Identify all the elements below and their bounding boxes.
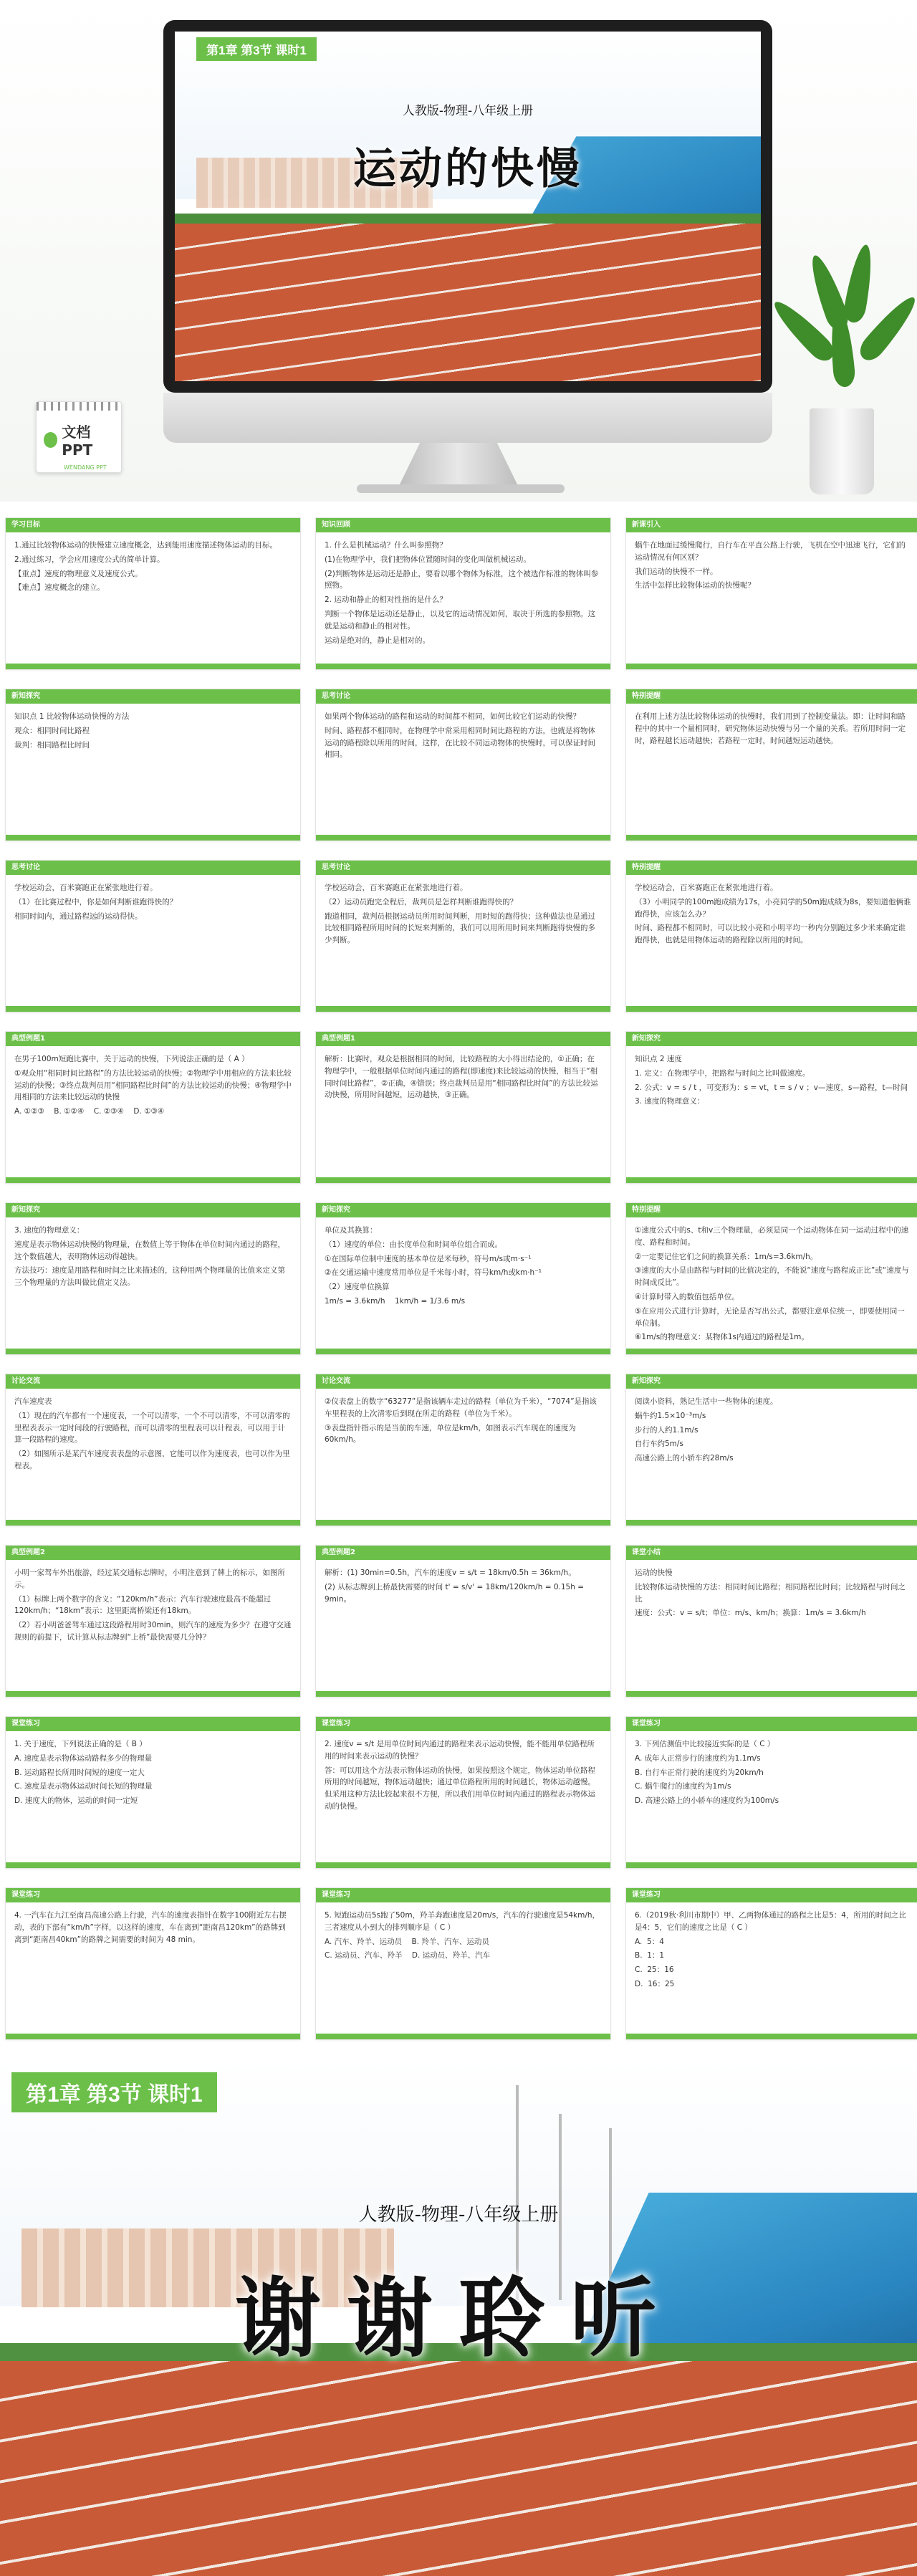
- slide-body: [316, 1902, 610, 1984]
- slide-footer-bar: [6, 835, 300, 841]
- slide-card: [5, 1716, 301, 1869]
- slide-body: [316, 1046, 610, 1124]
- slide-card: [5, 1374, 301, 1526]
- slide-header: 讨论交流: [6, 1374, 300, 1389]
- slide-footer-bar: [626, 1006, 917, 1012]
- monitor-chin: [163, 393, 772, 443]
- slide-text: 自行车约5m/s: [635, 1440, 683, 1449]
- slide-body: [626, 532, 917, 614]
- textbook-subtitle: 人教版-物理-八年级上册: [402, 104, 534, 118]
- slide-footer-bar: [6, 1006, 300, 1012]
- slide-text: 1. 关于速度，下列说法正确的是（ B ）: [14, 1740, 147, 1748]
- slide-card: [625, 1031, 917, 1184]
- slide-header: 课堂练习: [626, 1888, 917, 1902]
- leaf-logo-icon: [44, 432, 57, 448]
- slide-card: [625, 1545, 917, 1698]
- slide-card: [315, 1887, 611, 2040]
- slide-text: （2）运动员跑完全程后，裁判员是怎样判断谁跑得快的？: [325, 897, 518, 906]
- slide-text: 3. 下列估测值中比较接近实际的是（ C ）: [635, 1740, 775, 1748]
- slide-header: 特别提醒: [626, 689, 917, 704]
- slide-text: 知识点 1 比较物体运动快慢的方法: [14, 712, 130, 721]
- chapter-badge: 第1章 第3节 课时1: [11, 2072, 217, 2112]
- slide-body: [316, 1217, 610, 1330]
- slide-footer-bar: [316, 1006, 610, 1012]
- slide-footer-bar: [626, 2034, 917, 2039]
- slide-text: 相同时间内，通过路程远的运动得快。: [14, 911, 143, 921]
- slide-header: 思考讨论: [316, 861, 610, 875]
- slide-text: C. 运动员、汽车、羚羊 D. 运动员、羚羊、汽车: [325, 1951, 491, 1960]
- slide-body: [6, 532, 300, 616]
- slide-body: [6, 875, 300, 944]
- running-track-image: [175, 224, 761, 381]
- slide-text: 速度：公式：v = s/t；单位：m/s、km/h；换算：1m/s = 3.6km/h: [635, 1609, 866, 1618]
- slide-text: （3）小明同学的100m跑成绩为17s，小亮同学的50m跑成绩为8s，要知道他俩谁跑得快，应该怎么办？: [635, 897, 911, 919]
- slide-text: （1）标牌上两个数字的含义：“120km/h”表示：汽车行驶速度最高不能超过120km/h；“18km”表示：这里距离桥梁还有18km。: [14, 1594, 272, 1616]
- slide-footer-bar: [6, 1862, 300, 1868]
- slide-text: 解析：(1) 30min=0.5h，汽车的速度v = s/t = 18km/0.5h = 36km/h。: [325, 1569, 576, 1577]
- slide-header: 典型例题2: [316, 1546, 610, 1560]
- slide-body: [6, 1731, 300, 1829]
- slide-text: 6.（2019秋·利川市期中）甲、乙两物体通过的路程之比是5：4，所用的时间之比是4：5，它们的速度之比是（ C ）: [635, 1911, 906, 1932]
- slide-text: 蜗牛约1.5×10⁻³m/s: [635, 1411, 706, 1420]
- slide-body: [626, 1560, 917, 1642]
- slide-text: 2. 公式：v = s / t ，可变形为：s = vt，t = s / v ；v—速度，s—路程，t—时间: [635, 1083, 908, 1092]
- slide-text: 比较物体运动快慢的方法：相同时间比路程；相同路程比时间；比较路程与时间之比: [635, 1582, 906, 1604]
- slide-text: 1.通过比较物体运动的快慢建立速度概念，达到能用速度描述物体运动的目标。: [14, 541, 278, 550]
- potted-plant: [788, 236, 896, 494]
- slide-text: 判断一个物体是运动还是静止，以及它的运动情况如何，取决于所选的参照物。这就是运动和静止的相对性。: [325, 609, 595, 631]
- slide-card: [315, 517, 611, 670]
- chapter-badge: 第1章 第3节 课时1: [196, 37, 317, 61]
- slide-footer-bar: [626, 1349, 917, 1354]
- slide-body: [6, 1560, 300, 1666]
- slide-text: 如果两个物体运动的路程和运动的时间都不相同，如何比较它们运动的快慢？: [325, 712, 580, 721]
- slide-text: A. 汽车、羚羊、运动员 B. 羚羊、汽车、运动员: [325, 1937, 489, 1946]
- slide-footer-bar: [316, 1691, 610, 1697]
- slide-text: 1. 什么是机械运动？什么叫参照物？: [325, 541, 447, 550]
- slide-card: [5, 689, 301, 841]
- slide-text: ⑥1m/s的物理意义：某物体1s内通过的路程是1m。: [635, 1333, 809, 1342]
- slide-card: [315, 1716, 611, 1869]
- slide-text: B. 1：1: [635, 1951, 665, 1960]
- slide-body: [6, 1217, 300, 1311]
- slide-text: (1)在物理学中，我们把物体位置随时间的变化叫做机械运动。: [325, 555, 531, 564]
- slide-text: 5. 短跑运动员5s跑了50m，羚羊奔跑速度是20m/s，汽车的行驶速度是54km/h，三者速度从小到大的排列顺序是（ C ）: [325, 1911, 600, 1932]
- slide-text: (2) 从标志牌到上桥最快需要的时间 t' = s/v' = 18km/120km/h = 0.15h = 9min。: [325, 1582, 587, 1604]
- slide-card: [625, 1716, 917, 1869]
- slide-footer-bar: [626, 664, 917, 669]
- plant-pot: [810, 408, 874, 494]
- slide-body: [316, 1560, 610, 1627]
- slide-grid: [0, 517, 917, 2040]
- thanks-title: 谢谢聆听: [235, 2269, 682, 2369]
- slide-text: 阅读小资料，熟记生活中一些物体的速度。: [635, 1397, 778, 1406]
- slide-text: D. 速度大的物体，运动的时间一定短: [14, 1796, 138, 1806]
- slide-text: 1. 定义：在物理学中，把路程与时间之比叫做速度。: [635, 1068, 810, 1078]
- slide-text: D. 16：25: [635, 1979, 675, 1988]
- slide-text: 4. 一汽车在九江至南昌高速公路上行驶，汽车的速度表指针在数字100附近左右摆动，表的下部有“km/h”字样，以这样的速度，车在离到“距南昌120km”的路牌到离到“距南昌40km”的路牌之间需要的时间为 48 min。: [14, 1911, 287, 1944]
- monitor-stand: [398, 443, 519, 487]
- slide-text: ③速度的大小是由路程与时间的比值决定的，不能说“速度与路程成正比”或“速度与时间成反比”。: [635, 1266, 909, 1288]
- slide-text: B. 自行车正常行驶的速度约为20km/h: [635, 1768, 764, 1777]
- slide-text: （2）若小明爸爸驾车通过这段路程用时30min，则汽车的速度为多少？在遵守交通规则的前提下，试计算从标志牌到“上桥”最快需要几分钟？: [14, 1621, 292, 1642]
- slide-text: 观众：相同时间比路程: [14, 726, 90, 735]
- slide-footer-bar: [316, 1177, 610, 1183]
- title-slide: [0, 0, 917, 502]
- slide-card: [315, 860, 611, 1012]
- slide-footer-bar: [626, 1177, 917, 1183]
- slide-text: （1）在比赛过程中，你是如何判断谁跑得快的？: [14, 897, 178, 906]
- textbook-subtitle: 人教版-物理-八年级上册: [358, 2204, 559, 2226]
- slide-card: [625, 1202, 917, 1355]
- slide-text: ③表盘指针指示的是当前的车速，单位是km/h，如图表示汽车现在的速度为60km/h。: [325, 1423, 576, 1445]
- slide-footer-bar: [316, 1349, 610, 1354]
- slide-footer-bar: [316, 664, 610, 669]
- slide-text: 步行的人约1.1m/s: [635, 1425, 698, 1435]
- slide-text: 速度是表示物体运动快慢的物理量，在数值上等于物体在单位时间内通过的路程，这个数值越大，表明物体运动得越快。: [14, 1240, 285, 1261]
- slide-text: A. 速度是表示物体运动路程多少的物理量: [14, 1753, 153, 1763]
- slide-text: B. 运动路程长所用时间短的速度一定大: [14, 1768, 145, 1777]
- slide-text: ②仪表盘上的数字“63277”是指该辆车走过的路程（单位为千米），“7074”是指该车里程表的上次清零后到现在所走的路程（单位为千米）。: [325, 1397, 597, 1418]
- ending-slide: [0, 2057, 917, 2576]
- lesson-title: 运动的快慢: [353, 144, 582, 194]
- slide-header: 新知探究: [6, 689, 300, 704]
- slide-header: 新知探究: [6, 1203, 300, 1217]
- slide-text: 运动是绝对的，静止是相对的。: [325, 636, 430, 645]
- slide-text: 2. 运动和静止的相对性指的是什么？: [325, 595, 447, 605]
- slide-text: 3. 速度的物理意义：: [14, 1226, 85, 1235]
- slide-card: [5, 860, 301, 1012]
- slide-text: D. 高速公路上的小轿车的速度约为100m/s: [635, 1796, 779, 1806]
- slide-footer-bar: [6, 1349, 300, 1354]
- slide-body: [626, 1217, 917, 1355]
- slide-header: 课堂小结: [626, 1546, 917, 1560]
- brand-logo: [37, 411, 121, 459]
- brand-name: 文档PPT: [62, 423, 93, 459]
- slide-text: 跑道相同，裁判员根据运动员所用时间判断，用时短的跑得快；这种做法也是通过比较相同路程所用时间的长短来判断的，我们可以用所用时间来判断跑得快慢的多少判断。: [325, 911, 595, 945]
- slide-text: 小明一家驾车外出旅游，经过某交通标志牌时，小明注意到了牌上的标示，如图所示。: [14, 1569, 285, 1589]
- slide-body: [316, 1389, 610, 1468]
- slide-text: （2）如图所示是某汽车速度表表盘的示意图，它能可以作为速度表，也可以作为里程表。: [14, 1450, 290, 1470]
- slide-header: 思考讨论: [6, 861, 300, 875]
- slide-footer-bar: [6, 1691, 300, 1697]
- running-track-image: [0, 2361, 917, 2576]
- slide-body: [626, 1046, 917, 1130]
- slide-header: 新知探究: [316, 1203, 610, 1217]
- slide-header: 学习目标: [6, 518, 300, 532]
- slide-text: 时间、路程都不相同时，可以比较小亮和小明平均一秒内分别跑过多少米来确定谁跑得快，也就是用物体运动的路程除以所用的时间。: [635, 924, 906, 945]
- monitor: [163, 20, 772, 393]
- slide-footer-bar: [6, 1520, 300, 1526]
- slide-text: ①观众用“相同时间比路程”的方法比较运动的快慢；②物理学中用相应的方法来比较运动的快慢；③终点裁判员用“相同路程比时间”的方法比较运动的快慢；④物理学中用相同的方法来比较运动的快慢: [14, 1068, 292, 1102]
- slide-header: 课堂练习: [316, 1888, 610, 1902]
- slide-card: [315, 1374, 611, 1526]
- slide-text: ④计算时带入的数值包括单位。: [635, 1292, 739, 1301]
- slide-card: [625, 1887, 917, 2040]
- slide-card: [5, 1545, 301, 1698]
- slide-footer-bar: [6, 1177, 300, 1183]
- slide-card: [5, 517, 301, 670]
- slide-footer-bar: [316, 835, 610, 841]
- slide-text: 学校运动会，百米赛跑正在紧张地进行着。: [325, 884, 468, 892]
- slide-text: 生活中怎样比较物体运动的快慢呢？: [635, 581, 755, 590]
- slide-text: （2）速度单位换算: [325, 1283, 390, 1292]
- slide-text: （1）速度的单位：由长度单位和时间单位组合而成。: [325, 1240, 503, 1249]
- slide-text: C. 速度是表示物体运动时间长短的物理量: [14, 1782, 153, 1791]
- slide-header: 知识回顾: [316, 518, 610, 532]
- slide-card: [625, 1374, 917, 1526]
- slide-text: 【难点】速度概念的建立。: [14, 583, 105, 593]
- slide-card: [625, 689, 917, 841]
- calendar-rings: [37, 402, 121, 411]
- brand-tag: WENDANG PPT: [64, 464, 107, 471]
- slide-card: [5, 1031, 301, 1184]
- slide-text: 蜗牛在地面过缓慢爬行，自行车在平直公路上行驶，飞机在空中迅速飞行，它们的运动情况有何区别？: [635, 541, 906, 562]
- slide-card: [5, 1202, 301, 1355]
- slide-footer-bar: [6, 2034, 300, 2039]
- slide-header: 新课引入: [626, 518, 917, 532]
- slide-footer-bar: [316, 1862, 610, 1868]
- slide-header: 特别提醒: [626, 861, 917, 875]
- slide-body: [626, 875, 917, 969]
- slide-text: （1）现在的汽车都有一个速度表，一个可以清零，一个不可以清零，不可以清零的里程表表示一定时间段的行驶路程，而可以清零的里程表可以计程表，可以用于计算一段路程的速度。: [14, 1411, 290, 1445]
- slide-body: [626, 1731, 917, 1829]
- slide-card: [315, 689, 611, 841]
- slide-footer-bar: [316, 1520, 610, 1526]
- slide-text: 2.通过练习，学会应用速度公式的简单计算。: [14, 555, 165, 564]
- slide-text: 裁判：相同路程比时间: [14, 740, 90, 750]
- slide-header: 讨论交流: [316, 1374, 610, 1389]
- slide-text: 答：可以用这个方法表示物体运动的快慢，如果按照这个规定，物体运动单位路程所用的时间越短，物体运动越快；通过单位路程所用的时间越长，物体运动越慢。但采用这种方法比较起来很不方便，所以我们用单位时间内通过的路程表示物体运动的快慢。: [325, 1766, 595, 1811]
- slide-body: [626, 1902, 917, 2013]
- slide-text: 运动的快慢: [635, 1569, 673, 1577]
- slide-header: 典型例题1: [6, 1032, 300, 1046]
- slide-text: 解析：比赛时，观众是根据相同的时间，比较路程的大小得出结论的，①正确；在物理学中，一般根据单位时间内通过的路程(即速度)来比较运动的快慢，相当于“相同时间比路程”，②正确，④错误；终点裁判员是用“相同路程比时间”的方法比较运动快慢，所用时间越短，运动越快，③正确。: [325, 1055, 598, 1100]
- slide-screen: [175, 32, 761, 381]
- slide-card: [315, 1545, 611, 1698]
- slide-text: 汽车速度表: [14, 1397, 52, 1406]
- slide-header: 典型例题1: [316, 1032, 610, 1046]
- slide-text: ①速度公式中的s、t和v三个物理量，必须是同一个运动物体在同一运动过程中的速度、路程和时间。: [635, 1226, 909, 1247]
- slide-text: 我们运动的快慢不一样。: [635, 567, 718, 576]
- slide-body: [6, 1902, 300, 1968]
- slide-text: ②一定要记住它们之间的换算关系：1m/s=3.6km/h。: [635, 1252, 818, 1261]
- slide-card: [315, 1202, 611, 1355]
- slide-footer-bar: [6, 664, 300, 669]
- slide-text: 时间、路程都不相同时，在物理学中常采用相同时间比路程的方法，也就是将物体运动的路程除以所用的时间，这样，在比较不同运动物体的快慢时，可以保证时间相同。: [325, 726, 595, 760]
- slide-text: ②在交通运输中速度常用单位是千米每小时，符号km/h或km·h⁻¹: [325, 1268, 542, 1278]
- slide-body: [316, 532, 610, 669]
- slide-footer-bar: [626, 1691, 917, 1697]
- slide-header: 课堂练习: [316, 1717, 610, 1731]
- slide-footer-bar: [316, 2034, 610, 2039]
- desk-calendar: [36, 401, 122, 473]
- slide-card: [5, 1887, 301, 2040]
- slide-text: 高速公路上的小轿车约28m/s: [635, 1454, 734, 1463]
- slide-header: 课堂练习: [626, 1717, 917, 1731]
- slide-text: 在男子100m短跑比赛中，关于运动的快慢，下列说法正确的是（ A ）: [14, 1055, 249, 1063]
- slide-text: C. 25：16: [635, 1965, 674, 1975]
- monitor-base: [357, 484, 565, 493]
- slide-body: [316, 875, 610, 969]
- slide-text: 2. 速度v = s/t 是用单位时间内通过的路程来表示运动快慢，能不能用单位路程所用的时间来表示运动的快慢？: [325, 1740, 595, 1761]
- slide-text: A. ①②③ B. ①②④ C. ②③④ D. ①③④: [14, 1107, 165, 1116]
- slide-header: 新知探究: [626, 1032, 917, 1046]
- slide-text: C. 蜗牛爬行的速度约为1m/s: [635, 1782, 731, 1791]
- slide-text: ①在国际单位制中速度的基本单位是米每秒，符号m/s或m·s⁻¹: [325, 1254, 532, 1263]
- slide-text: 【重点】速度的物理意义及速度公式。: [14, 569, 143, 578]
- slide-body: [6, 1046, 300, 1140]
- slide-text: 学校运动会，百米赛跑正在紧张地进行着。: [14, 884, 158, 892]
- slide-text: ⑤在应用公式进行计算时，无论是否写出公式，都要注意单位统一，即要使用同一单位制。: [635, 1306, 905, 1328]
- slide-body: [6, 1389, 300, 1495]
- slide-text: 3. 速度的物理意义：: [635, 1097, 705, 1106]
- slide-body: [6, 704, 300, 773]
- slide-body: [626, 1389, 917, 1487]
- slide-text: 知识点 2 速度: [635, 1055, 682, 1063]
- slide-body: [316, 704, 610, 783]
- slide-footer-bar: [626, 1520, 917, 1526]
- slide-text: A. 5：4: [635, 1937, 664, 1946]
- slide-footer-bar: [626, 1862, 917, 1868]
- slide-header: 思考讨论: [316, 689, 610, 704]
- slide-footer-bar: [626, 835, 917, 841]
- slide-card: [625, 517, 917, 670]
- slide-body: [316, 1731, 610, 1835]
- slide-text: A. 成年人正常步行的速度约为1.1m/s: [635, 1753, 761, 1763]
- slide-text: 单位及其换算：: [325, 1226, 378, 1235]
- slide-text: 方法技巧：速度是用路程和时间之比来描述的，这种用两个物理量的比值来定义第三个物理量的方法叫做比值定义法。: [14, 1266, 285, 1288]
- slide-body: [626, 704, 917, 769]
- slide-text: 学校运动会，百米赛跑正在紧张地进行着。: [635, 884, 778, 892]
- slide-text: 在利用上述方法比较物体运动的快慢时，我们用到了控制变量法。即：让时间和路程中的其中一个量相同时，研究物体运动快慢与另一个量的关系。若所用时间一定时，路程越长运动越快；若路程一定时，时间越短运动越快。: [635, 712, 906, 745]
- slide-text: 1m/s = 3.6km/h 1km/h = 1/3.6 m/s: [325, 1296, 466, 1306]
- slide-header: 特别提醒: [626, 1203, 917, 1217]
- slide-header: 课堂练习: [6, 1717, 300, 1731]
- slide-header: 课堂练习: [6, 1888, 300, 1902]
- slide-card: [625, 860, 917, 1012]
- slide-card: [315, 1031, 611, 1184]
- slide-header: 新知探究: [626, 1374, 917, 1389]
- slide-header: 典型例题2: [6, 1546, 300, 1560]
- plant-leaf-icon: [842, 243, 877, 325]
- slide-text: (2)判断物体是运动还是静止，要看以哪个物体为标准，这个被选作标准的物体叫参照物。: [325, 569, 599, 590]
